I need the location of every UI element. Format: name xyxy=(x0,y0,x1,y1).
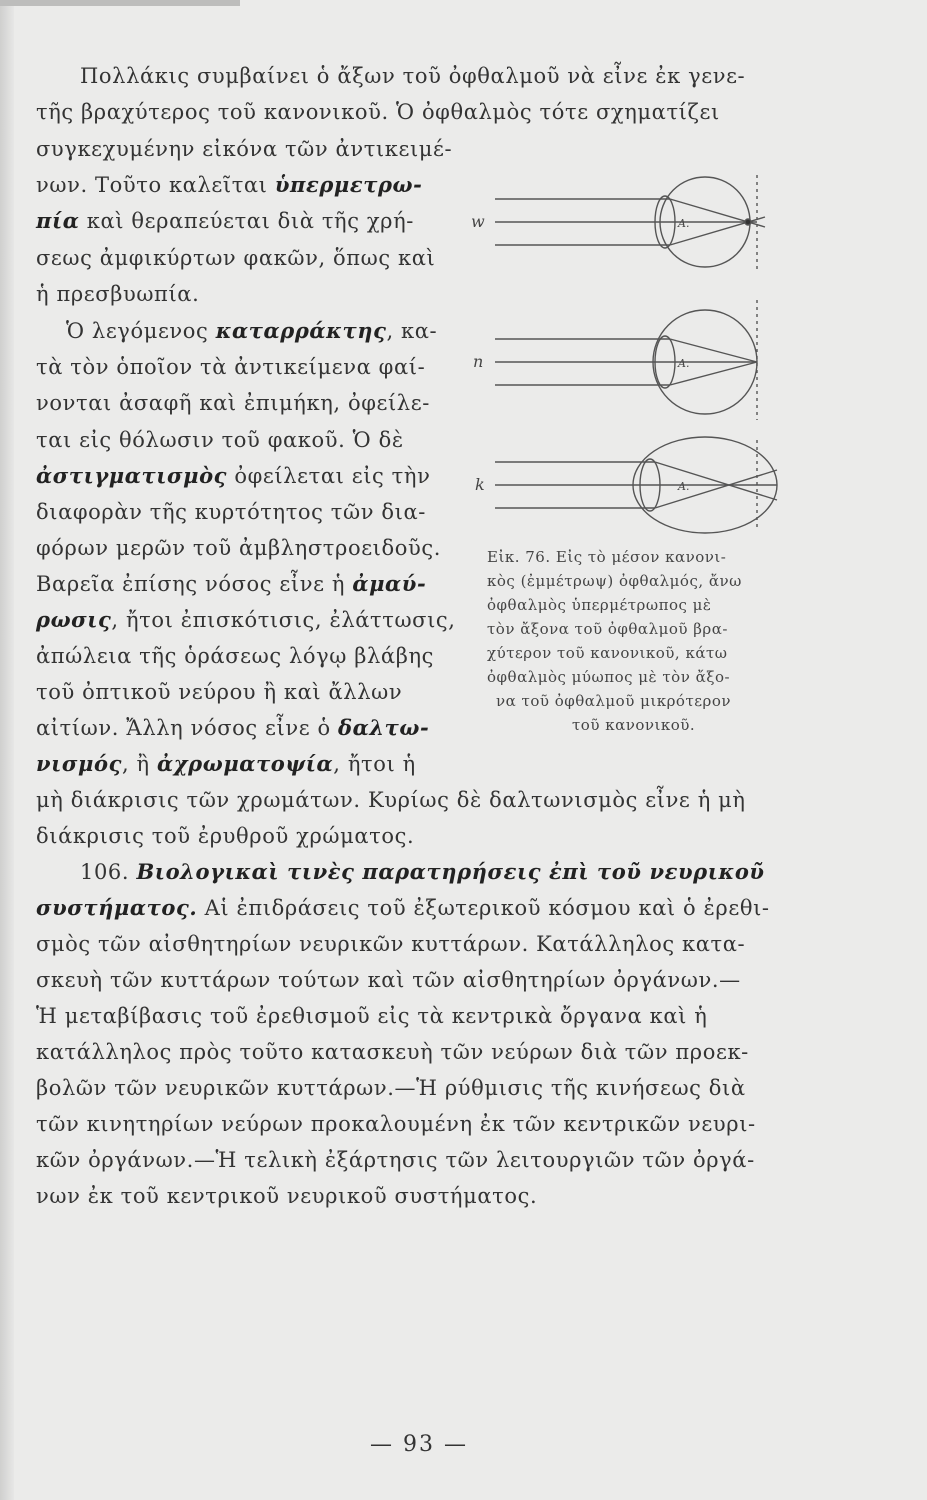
text-run: , ἢ xyxy=(121,752,150,776)
term-daltonism: δαλτω- xyxy=(337,715,430,740)
text-line: ἡ πρεσβυωπία. xyxy=(36,282,200,306)
section-title: Βιολογικαὶ τινὲς παρατηρήσεις ἐπὶ τοῦ νευρικοῦ xyxy=(136,859,765,884)
text-line: ται εἰς θόλωσιν τοῦ φακοῦ. Ὁ δὲ xyxy=(36,428,404,452)
text-line: σμὸς τῶν αἰσθητηρίων νευρικῶν κυττάρων. Κατάλληλος κατα- xyxy=(36,932,746,956)
figure-caption-line: Εἰκ. 76. Εἰς τὸ μέσον κανονι- xyxy=(487,548,727,566)
eye-diagram-normal xyxy=(495,300,757,420)
figure-caption-line: τὸν ἄξονα τοῦ ὀφθαλμοῦ βρα- xyxy=(487,620,728,638)
figure-point-bottom: A. xyxy=(678,480,690,493)
text-line xyxy=(66,318,437,344)
eye-diagram-myopic xyxy=(495,437,777,533)
text-line: σκευὴ τῶν κυττάρων τούτων καὶ τῶν αἰσθητηρίων ὀργάνων.— xyxy=(36,968,741,992)
text-line xyxy=(36,895,770,921)
term-amaurosis: ἀμαύ- xyxy=(352,571,427,596)
figure-caption-line: να τοῦ ὀφθαλμοῦ μικρότερον xyxy=(496,692,731,710)
text-run: νων. Τοῦτο καλεῖται xyxy=(36,173,268,197)
page-left-edge xyxy=(0,0,14,1500)
text-line xyxy=(36,172,422,198)
section-title-end: συστήματος. xyxy=(36,895,198,920)
text-line: φόρων μερῶν τοῦ ἀμβληστροειδοῦς. xyxy=(36,536,442,560)
text-line: τοῦ ὀπτικοῦ νεύρου ἢ καὶ ἄλλων xyxy=(36,680,403,704)
section-heading-line xyxy=(80,859,765,885)
figure-point-top: A. xyxy=(678,217,690,230)
figure-point-middle: A. xyxy=(678,357,690,370)
term-hypermetropia-end: πία xyxy=(36,208,80,233)
text-run: Ὁ λεγόμενος xyxy=(66,319,209,343)
text-line xyxy=(36,463,430,489)
eye-diagram-hypermetropic xyxy=(495,175,765,270)
text-run: καὶ θεραπεύεται διὰ τῆς χρή- xyxy=(86,209,414,233)
figure-caption-line: κὸς (ἐμμέτρωψ) ὀφθαλμός, ἄνω xyxy=(487,572,742,590)
figure-caption-line: χύτερον τοῦ κανονικοῦ, κάτω xyxy=(487,644,728,662)
text-line: μὴ διάκρισις τῶν χρωμάτων. Κυρίως δὲ δαλτωνισμὸς εἶνε ἡ μὴ xyxy=(36,788,746,812)
text-line: νονται ἀσαφῆ καὶ ἐπιμήκη, ὀφείλε- xyxy=(36,391,430,415)
text-line: διάκρισις τοῦ ἐρυθροῦ χρώματος. xyxy=(36,824,415,848)
term-hypermetropia: ὑπερμετρω- xyxy=(274,172,423,197)
figure-caption-line: ὀφθαλμὸς μύωπος μὲ τὸν ἄξο- xyxy=(487,668,731,686)
text-run: Βαρεῖα ἐπίσης νόσος εἶνε ἡ xyxy=(36,572,346,596)
term-cataract: καταρράκτης xyxy=(215,318,387,343)
text-run: αἰτίων. Ἄλλη νόσος εἶνε ὁ xyxy=(36,716,331,740)
text-line xyxy=(36,607,456,633)
section-number: 106. xyxy=(80,860,130,884)
text-line: Πολλάκις συμβαίνει ὁ ἄξων τοῦ ὀφθαλμοῦ νὰ εἶνε ἐκ γενε- xyxy=(80,64,746,88)
term-amaurosis-end: ρωσις xyxy=(36,607,112,632)
figure-label-top: w xyxy=(471,212,485,231)
text-line xyxy=(36,571,426,597)
text-line: νων ἐκ τοῦ κεντρικοῦ νευρικοῦ συστήματος. xyxy=(36,1184,538,1208)
text-line xyxy=(36,751,416,777)
text-line: Ἡ μεταβίβασις τοῦ ἐρεθισμοῦ εἰς τὰ κεντρικὰ ὄργανα καὶ ἡ xyxy=(36,1004,708,1028)
text-run: ὀφείλεται εἰς τὴν xyxy=(234,464,431,488)
text-run: Αἱ ἐπιδράσεις τοῦ ἐξωτερικοῦ κόσμου καὶ ὁ ἐρεθι- xyxy=(204,896,770,920)
eye-diagram-figure xyxy=(465,165,795,545)
text-line: βολῶν τῶν νευρικῶν κυττάρων.—Ἡ ρύθμισις τῆς κινήσεως διὰ xyxy=(36,1076,746,1100)
page-top-edge xyxy=(0,0,240,6)
term-daltonism-end: νισμός xyxy=(36,751,122,776)
text-line: σεως ἀμφικύρτων φακῶν, ὅπως καὶ xyxy=(36,246,436,270)
text-line xyxy=(36,715,429,741)
figure-label-bottom: k xyxy=(475,475,485,494)
text-line: κατάλληλος πρὸς τοῦτο κατασκευὴ τῶν νεύρων διὰ τῶν προεκ- xyxy=(36,1040,749,1064)
text-line: τῶν κινητηρίων νεύρων προκαλουμένη ἐκ τῶν κεντρικῶν νευρι- xyxy=(36,1112,756,1136)
figure-label-middle: n xyxy=(473,352,484,371)
text-run: , κα- xyxy=(386,319,438,343)
text-line: ἀπώλεια τῆς ὁράσεως λόγῳ βλάβης xyxy=(36,644,434,668)
term-achromatopsia: ἀχρωματοψία xyxy=(157,751,334,776)
text-line: τὰ τὸν ὁποῖον τὰ ἀντικείμενα φαί- xyxy=(36,355,426,379)
text-line: τῆς βραχύτερος τοῦ κανονικοῦ. Ὁ ὀφθαλμὸς τότε σχηματίζει xyxy=(36,100,720,124)
term-astigmatism: ἀστιγματισμὸς xyxy=(36,463,228,488)
page-number: — 93 — xyxy=(370,1432,468,1457)
text-run: , ἤτοι ἐπισκότισις, ἐλάττωσις, xyxy=(111,608,456,632)
figure-caption-line: τοῦ κανονικοῦ. xyxy=(572,716,696,734)
text-line: κῶν ὀργάνων.—Ἡ τελικὴ ἐξάρτησις τῶν λειτουργιῶν τῶν ὀργά- xyxy=(36,1148,755,1172)
text-line: συγκεχυμένην εἰκόνα τῶν ἀντικειμέ- xyxy=(36,137,453,161)
text-line xyxy=(36,208,414,234)
text-line: διαφορὰν τῆς κυρτότητος τῶν δια- xyxy=(36,500,426,524)
figure-caption-line: ὀφθαλμὸς ὑπερμέτρωπος μὲ xyxy=(487,596,712,614)
text-run: , ἤτοι ἡ xyxy=(333,752,416,776)
